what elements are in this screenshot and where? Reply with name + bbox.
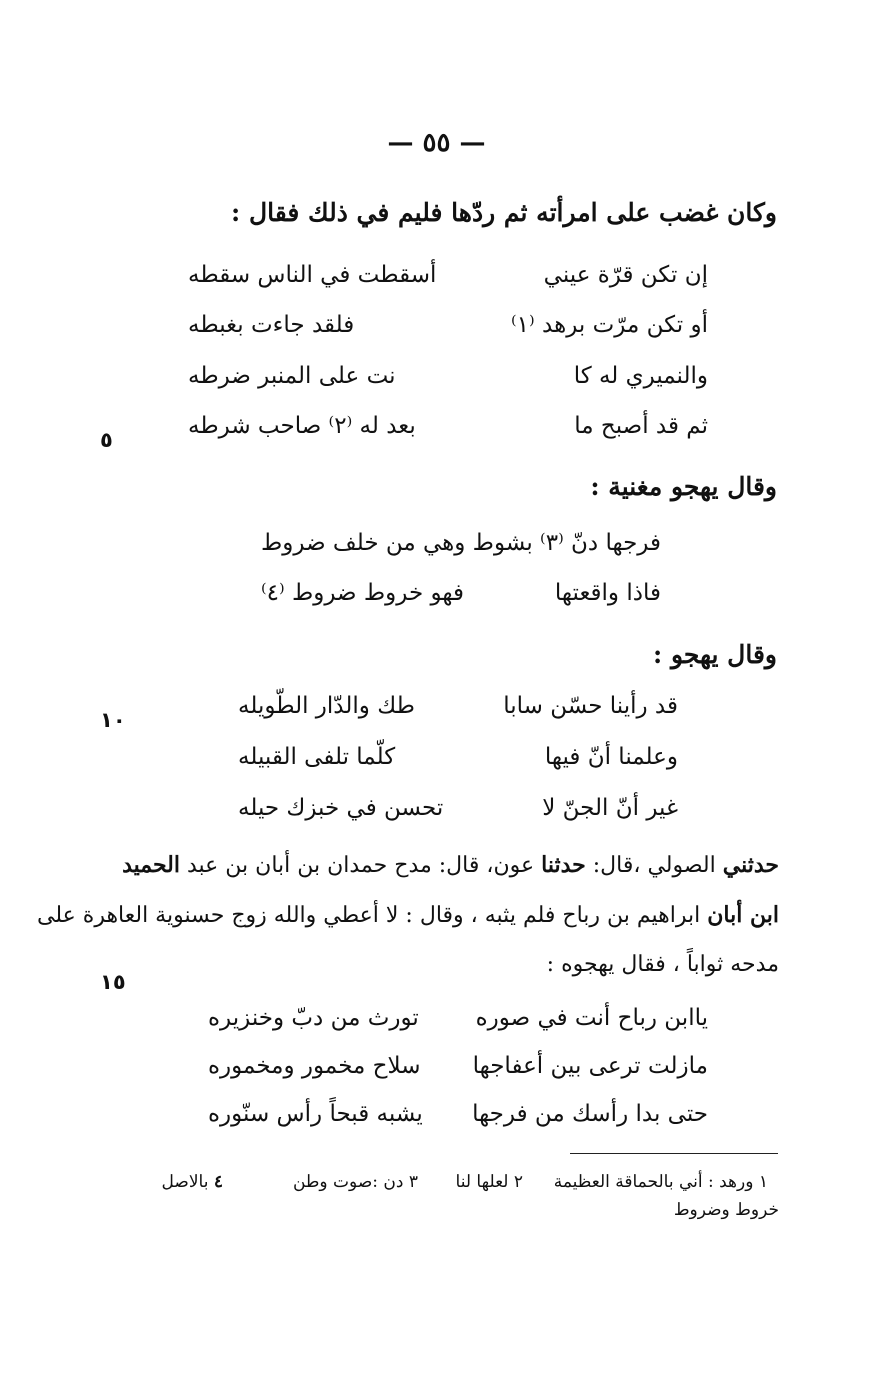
verse-line-5 xyxy=(261,530,661,570)
verse-hemistich-1: فاذا واقعتها xyxy=(554,580,661,606)
verse-line-9 xyxy=(238,795,678,835)
footnote-3: ٣ دن :صوت وطن xyxy=(292,1172,418,1192)
footnote-4-continuation: خروط وضروط xyxy=(673,1200,779,1220)
prose-bold: ابن أبان xyxy=(707,902,779,928)
verse-hemistich-1: مازلت ترعى بين أعفاجها xyxy=(472,1053,708,1079)
verse-line-8 xyxy=(238,744,678,784)
verse-hemistich-1: ثم قد أصبح ما xyxy=(574,413,708,439)
verse-hemistich-2: أسقطت في الناس سقطه xyxy=(188,262,437,288)
verse-hemistich-1: أو تكن مرّت برهد ⁽١⁾ xyxy=(511,312,708,338)
section-heading-3: وقال يهجو : xyxy=(653,640,777,669)
verse-line-3 xyxy=(188,363,708,403)
verse-hemistich-2: وهي من خلف ضروط xyxy=(261,530,466,556)
prose-line-1 xyxy=(79,852,779,878)
verse-hemistich-1: حتى بدا رأسك من فرجها xyxy=(472,1101,708,1127)
footnote-4 xyxy=(162,1172,223,1192)
section-heading-1: وكان غضب على امرأته ثم ردّها فليم في ذلك فقال : xyxy=(231,198,777,227)
prose-bold: الحميد xyxy=(122,852,180,878)
prose-text: عون، قال: مدح حمدان بن أبان بن عبد xyxy=(180,853,542,878)
footnote-rule xyxy=(570,1153,778,1154)
verse-hemistich-2: فلقد جاءت بغبطه xyxy=(188,312,355,338)
verse-hemistich-2: نت على المنبر ضرطه xyxy=(188,363,396,389)
verse-line-4 xyxy=(188,413,708,453)
footnote-1: ١ ورهد : أني بالحماقة العظيمة xyxy=(553,1172,768,1192)
verse-hemistich-2: فهو خروط ضروط ⁽٤⁾ xyxy=(261,580,464,606)
verse-line-1 xyxy=(188,262,708,302)
isnad-term-2: حدثنا xyxy=(541,852,586,878)
footnote-2: ٢ لعلها لنا xyxy=(455,1172,523,1192)
verse-line-11 xyxy=(208,1053,708,1093)
verse-hemistich-2: طك والدّار الطّويله xyxy=(238,693,415,719)
verse-line-6 xyxy=(261,580,661,620)
verse-hemistich-2: تحسن في خبزك حيله xyxy=(238,795,444,821)
verse-hemistich-2: بعد له ⁽٢⁾ صاحب شرطه xyxy=(188,413,416,439)
prose-line-3: مدحه ثواباً ، فقال يهجوه : xyxy=(546,952,779,977)
verse-hemistich-1: غير أنّ الجنّ لا xyxy=(542,795,678,821)
verse-hemistich-2: سلاح مخمور ومخموره xyxy=(208,1053,421,1079)
verse-hemistich-1: إن تكن قرّة عيني xyxy=(543,262,708,288)
verse-hemistich-2: تورث من دبّ وخنزيره xyxy=(208,1005,419,1031)
verse-line-10 xyxy=(208,1005,708,1045)
verse-hemistich-1: قد رأينا حسّن سابا xyxy=(503,693,678,719)
verse-hemistich-2: كلّما تلفى القبيله xyxy=(238,744,396,770)
verse-line-7 xyxy=(238,693,678,733)
verse-hemistich-1: والنميري له كا xyxy=(573,363,708,389)
verse-line-2 xyxy=(188,312,708,352)
prose-line-2 xyxy=(37,902,779,928)
line-number-5: ٥ xyxy=(100,428,113,452)
prose-text: ابراهيم بن رباح فلم يثبه ، وقال : لا أعطي والله زوج حسنوية العاهرة على xyxy=(37,903,708,928)
line-number-15: ١٥ xyxy=(100,970,126,994)
verse-line-12 xyxy=(208,1101,708,1141)
section-heading-2: وقال يهجو مغنية : xyxy=(590,472,777,501)
isnad-term-1: حدثني xyxy=(722,852,779,878)
prose-text: الصولي ،قال: xyxy=(585,853,723,878)
verse-hemistich-2: يشبه قبحاً رأس سنّوره xyxy=(208,1101,423,1127)
verse-hemistich-1: وعلمنا أنّ فيها xyxy=(544,744,678,770)
verse-hemistich-1: ياابن رباح أنت في صوره xyxy=(475,1005,708,1031)
line-number-10: ١٠ xyxy=(100,708,126,732)
footnote-number: ٤ xyxy=(213,1172,223,1192)
page-number: — ٥٥ — xyxy=(387,128,486,158)
verse-hemistich-1: فرجها دنّ ⁽٣⁾ بشوط xyxy=(472,530,661,556)
footnote-text: بالاصل xyxy=(161,1172,209,1192)
